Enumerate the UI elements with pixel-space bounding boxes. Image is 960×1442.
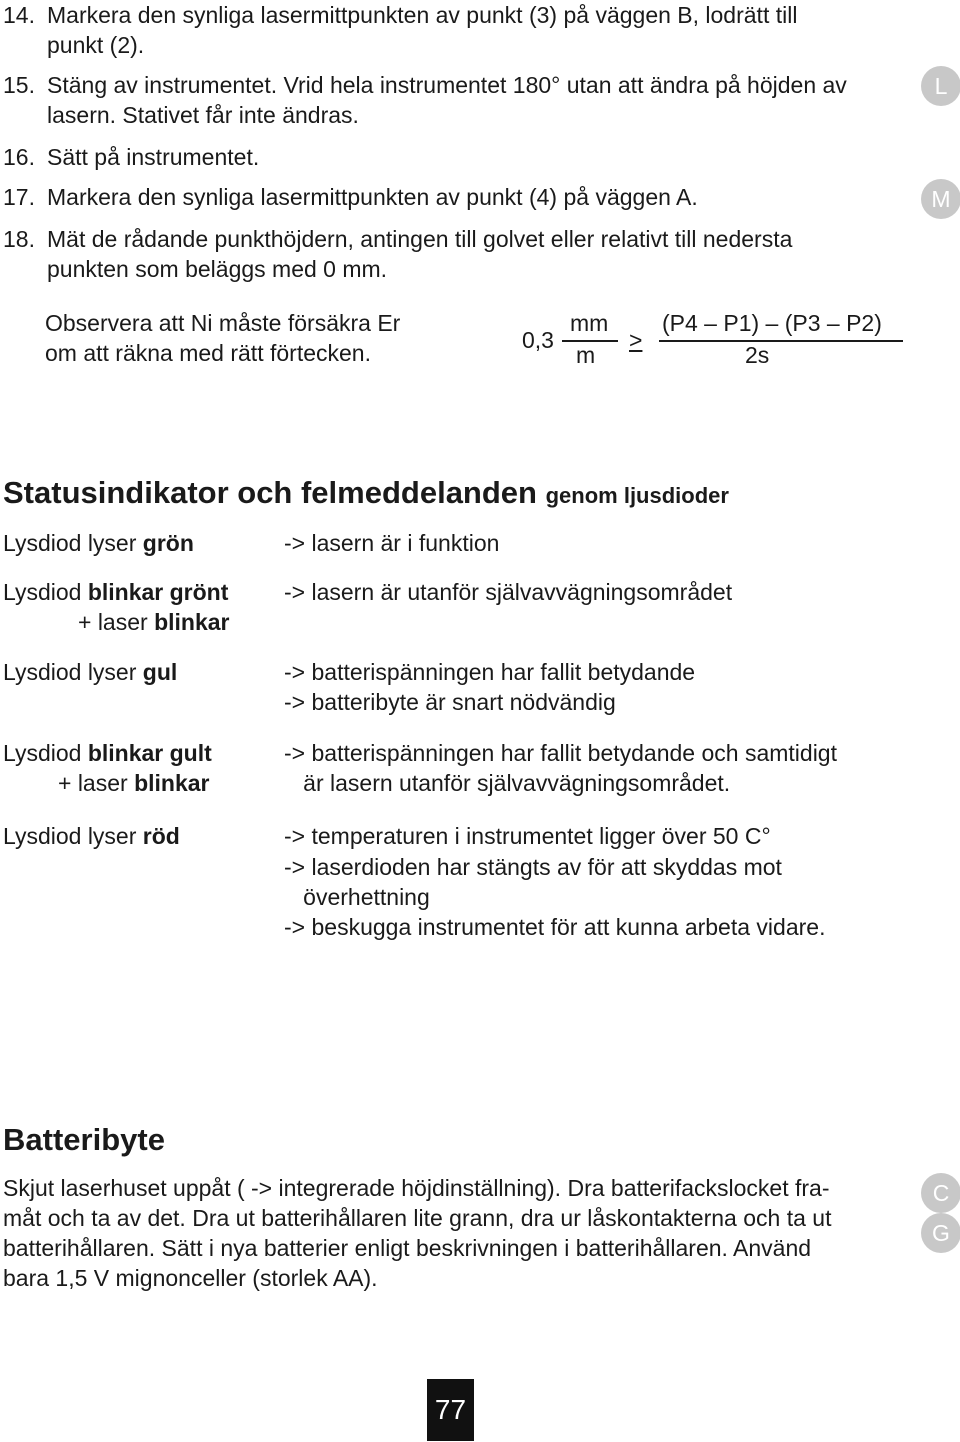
- status-row-5-desc-4: -> beskugga instrumentet för att kunna arbeta vidare.: [284, 914, 826, 940]
- formula-unit-denominator: m: [576, 342, 596, 368]
- formula-denominator: 2s: [745, 342, 770, 368]
- status-emphasis: röd: [142, 823, 180, 849]
- status-row-5-desc-1: -> temperaturen i instrumentet ligger över 50 C°: [284, 823, 771, 849]
- side-tab-l: L: [921, 66, 960, 106]
- formula-numerator: (P4 – P1) – (P3 – P2): [662, 310, 882, 336]
- status-text: Lysdiod lyser: [3, 823, 143, 849]
- status-row-3-desc-2: -> batteribyte är snart nödvändig: [284, 689, 616, 715]
- status-heading-sub: genom ljusdioder: [545, 483, 729, 508]
- battery-line-1: Skjut laserhuset uppåt ( -> integrerade höjdinställning). Dra batterifackslocket fra-: [3, 1175, 830, 1201]
- status-emphasis: grön: [142, 530, 194, 556]
- status-text: Lysdiod lyser: [3, 530, 143, 556]
- status-row-4-desc-2: är lasern utanför självavvägningsområdet.: [284, 770, 731, 796]
- step-17: [3, 182, 698, 212]
- status-row-3-desc-1: -> batterispänningen har fallit betydande: [284, 659, 696, 685]
- step-text: Sätt på instrumentet.: [47, 144, 260, 170]
- battery-line-4: bara 1,5 V mignonceller (storlek AA).: [3, 1265, 378, 1291]
- status-emphasis: blinkar gult: [87, 740, 212, 766]
- step-15-cont: lasern. Stativet får inte ändras.: [47, 102, 359, 128]
- step-18-cont: punkten som beläggs med 0 mm.: [47, 256, 388, 282]
- status-row-1-label: [3, 528, 194, 558]
- status-row-3-label: [3, 657, 177, 687]
- status-row-2-label: [3, 577, 228, 607]
- battery-paragraph: [3, 1173, 893, 1293]
- side-tab-g: G: [921, 1213, 960, 1253]
- status-text: + laser: [78, 609, 155, 635]
- battery-line-2: måt och ta av det. Dra ut batterihållaren lite grann, dra ur låskontakterna och ta ut: [3, 1205, 832, 1231]
- status-emphasis: gul: [142, 659, 178, 685]
- side-tab-c: C: [921, 1173, 960, 1213]
- status-text: Lysdiod: [3, 740, 88, 766]
- step-number: 15.: [3, 72, 35, 98]
- status-emphasis: blinkar: [134, 770, 210, 796]
- status-emphasis: blinkar: [154, 609, 230, 635]
- step-number: 18.: [3, 226, 35, 252]
- step-16: [3, 142, 259, 172]
- status-heading: [3, 474, 729, 515]
- status-row-5-desc-2: -> laserdioden har stängts av för att skyddas mot: [284, 854, 782, 880]
- status-heading-main: Statusindikator och felmeddelanden: [3, 475, 537, 510]
- status-row-4-desc-1: -> batterispänningen har fallit betydande och samtidigt: [284, 740, 837, 766]
- step-14-cont: punkt (2).: [47, 32, 145, 58]
- main-fraction-bar: [659, 340, 903, 342]
- step-number: 14.: [3, 2, 35, 28]
- step-number: 17.: [3, 184, 35, 210]
- page-number: 77: [427, 1379, 474, 1441]
- note-line-1: Observera att Ni måste försäkra Er: [45, 310, 401, 336]
- status-row-4-label: [3, 738, 212, 768]
- formula-operator: >: [629, 327, 643, 353]
- status-row-2-desc: -> lasern är utanför självavvägningsområdet: [284, 579, 733, 605]
- status-row-1-desc: -> lasern är i funktion: [284, 530, 500, 556]
- status-row-4-label-cont: [58, 768, 210, 798]
- step-text: Markera den synliga lasermittpunkten av punkt (4) på väggen A.: [47, 184, 698, 210]
- battery-heading: Batteribyte: [3, 1122, 165, 1157]
- note-line-2: om att räkna med rätt förtecken.: [45, 340, 371, 366]
- step-text: Mät de rådande punkthöjdern, antingen till golvet eller relativt till nedersta: [47, 226, 793, 252]
- status-text: + laser: [58, 770, 135, 796]
- status-row-5-label: [3, 821, 180, 851]
- step-18: [3, 224, 792, 254]
- formula-coefficient: 0,3: [522, 327, 554, 353]
- step-14: [3, 0, 797, 30]
- status-text: Lysdiod lyser: [3, 659, 143, 685]
- step-15: [3, 70, 847, 100]
- battery-line-3: batterihållaren. Sätt i nya batterier enligt beskrivningen i batterihållaren. Använd: [3, 1235, 812, 1261]
- side-tab-m: M: [921, 179, 960, 219]
- formula-unit-numerator: mm: [570, 310, 609, 336]
- step-number: 16.: [3, 144, 35, 170]
- step-text: Markera den synliga lasermittpunkten av punkt (3) på väggen B, lodrätt till: [47, 2, 798, 28]
- status-row-5-desc-3: överhettning: [284, 884, 430, 910]
- status-row-2-label-cont: [78, 607, 230, 637]
- step-text: Stäng av instrumentet. Vrid hela instrumentet 180° utan att ändra på höjden av: [47, 72, 847, 98]
- status-emphasis: blinkar grönt: [87, 579, 229, 605]
- status-text: Lysdiod: [3, 579, 88, 605]
